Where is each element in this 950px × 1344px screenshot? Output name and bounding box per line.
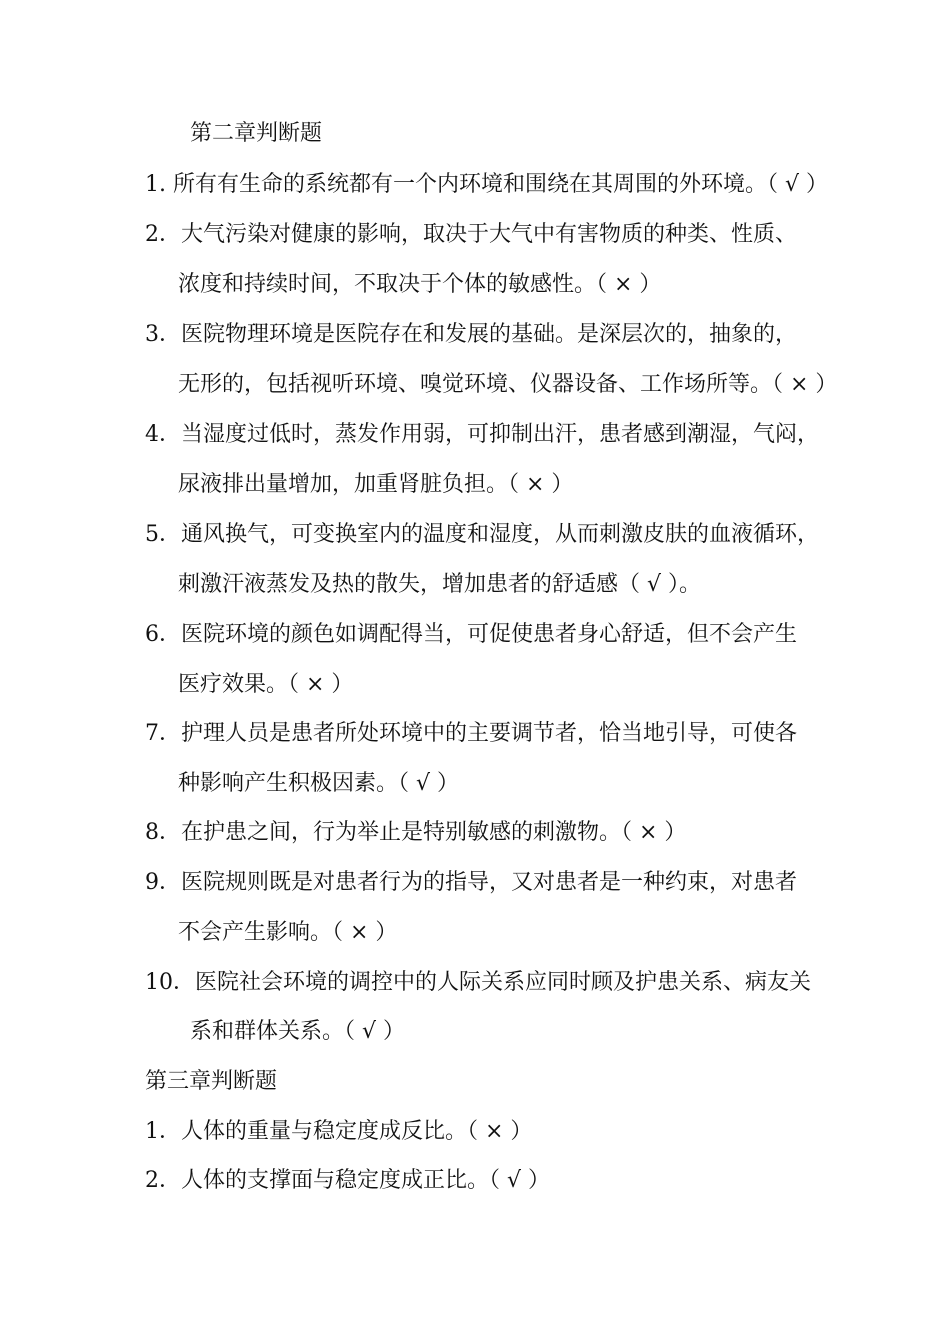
question-line: 1. 所有有生命的系统都有一个内环境和围绕在其周围的外环境。（ √ ） bbox=[145, 172, 828, 197]
question-line: 8．在护患之间，行为举止是特别敏感的刺激物。（ × ） bbox=[145, 820, 687, 845]
question-line: 7．护理人员是患者所处环境中的主要调节者，恰当地引导，可使各 bbox=[145, 721, 797, 746]
question-line: 2．大气污染对健康的影响，取决于大气中有害物质的种类、性质、 bbox=[145, 222, 797, 247]
question-line: 5．通风换气，可变换室内的温度和湿度，从而刺激皮肤的血液循环， bbox=[145, 522, 819, 547]
question-line: 浓度和持续时间，不取决于个体的敏感性。（ × ） bbox=[178, 272, 662, 297]
question-line: 10．医院社会环境的调控中的人际关系应同时顾及护患关系、病友关 bbox=[145, 970, 811, 995]
question-line: 无形的，包括视听环境、嗅觉环境、仪器设备、工作场所等。（ × ） bbox=[178, 372, 838, 397]
question-line: 1．人体的重量与稳定度成反比。（ × ） bbox=[145, 1119, 533, 1144]
question-line: 不会产生影响。（ × ） bbox=[178, 920, 398, 945]
question-line: 4．当湿度过低时，蒸发作用弱，可抑制出汗，患者感到潮湿，气闷， bbox=[145, 422, 819, 447]
question-line: 医疗效果。（ × ） bbox=[178, 672, 354, 697]
question-line: 刺激汗液蒸发及热的散失，增加患者的舒适感（ √ ）。 bbox=[178, 572, 702, 597]
question-line: 系和群体关系。（ √ ） bbox=[190, 1019, 406, 1044]
chapter3-heading: 第三章判断题 bbox=[145, 1069, 278, 1094]
chapter2-heading: 第二章判断题 bbox=[190, 121, 323, 146]
question-line: 3．医院物理环境是医院存在和发展的基础。是深层次的，抽象的， bbox=[145, 322, 797, 347]
question-line: 2．人体的支撑面与稳定度成正比。（ √ ） bbox=[145, 1168, 551, 1193]
question-line: 种影响产生积极因素。（ √ ） bbox=[178, 771, 460, 796]
question-line: 6．医院环境的颜色如调配得当，可促使患者身心舒适，但不会产生 bbox=[145, 622, 797, 647]
question-line: 9．医院规则既是对患者行为的指导，又对患者是一种约束，对患者 bbox=[145, 870, 797, 895]
question-line: 尿液排出量增加，加重肾脏负担。（ × ） bbox=[178, 472, 574, 497]
